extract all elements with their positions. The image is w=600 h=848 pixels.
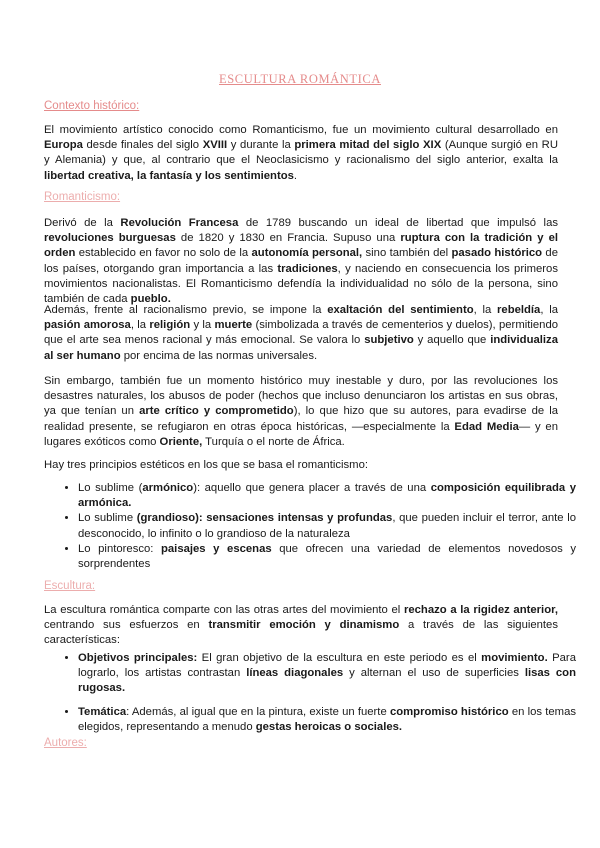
heading-contexto: Contexto histórico:: [44, 100, 140, 112]
text-run: y alternan el uso de superficies: [343, 667, 525, 680]
text-run: , la: [130, 319, 150, 332]
bold-text: Europa: [44, 139, 83, 152]
bold-text: Oriente,: [159, 435, 203, 448]
bold-text: pueblo.: [130, 293, 171, 306]
bold-text: Temática: [78, 705, 127, 718]
paragraph-contexto: [44, 123, 558, 184]
bold-text: rechazo a la rigidez anterior,: [403, 604, 558, 616]
text-run: que ofrecen una variedad de elementos novedosos y sorprendentes: [78, 542, 576, 571]
text-run: Además, frente al racionalismo previo, se impone la: [44, 304, 328, 316]
text-run: (Aunque surgió en RU y Alemania) y que, al contrario que el Neoclasicismo y racionalismo del siglo anterior, exalta la: [44, 139, 559, 167]
bold-text: tradiciones: [277, 262, 338, 275]
document-title: ESCULTURA ROMÁNTICA: [219, 72, 381, 86]
text-run: Turquía o el norte de África.: [202, 435, 345, 448]
bold-text: compromiso histórico: [389, 705, 509, 718]
text-run: y la: [190, 319, 215, 332]
principles-list: [60, 481, 576, 572]
bold-text: muerte: [214, 319, 253, 332]
heading-autores: Autores:: [44, 737, 87, 749]
bold-text: líneas diagonales: [246, 667, 344, 680]
text-run: de 1820 y 1830 en Francia. Supuso una: [175, 232, 401, 245]
bold-text: libertad creativa, la fantasía y los sentimientos: [44, 169, 294, 182]
bold-text: religión: [149, 319, 191, 332]
list-item: [78, 542, 576, 572]
bold-text: Objetivos principales:: [78, 652, 198, 664]
bold-text: Edad Media: [454, 420, 519, 433]
text-run: y aquello que: [413, 334, 491, 347]
text-run: Derivó de la: [44, 217, 121, 229]
text-run: Lo pintoresco:: [78, 542, 161, 555]
text-run: La escultura romántica comparte con las otras artes del movimiento el: [44, 604, 404, 616]
text-run: Sin embargo, también fue un momento histórico muy inestable y duro, por las revoluciones los desastres naturales, los abusos de poder (hechos que incluso denunciaron los artistas en sus obras, ya que tenían un: [44, 375, 558, 418]
bold-text: Revolución Francesa: [120, 217, 239, 229]
list-item: [78, 705, 576, 735]
text-run: , la: [473, 304, 498, 316]
bold-text: autonomía personal,: [251, 247, 363, 260]
bold-text: (grandioso): sensaciones intensas y profundas: [136, 512, 393, 525]
heading-romanticismo: Romanticismo:: [44, 191, 121, 203]
bold-text: subjetivo: [364, 334, 414, 347]
text-run: sino también del: [362, 247, 452, 260]
text-run: Hay tres principios estéticos en los que se basa el romanticismo:: [44, 459, 368, 471]
text-run: El gran objetivo de la escultura en este periodo es el: [197, 652, 482, 664]
text-run: en los temas elegidos, representando a menudo: [78, 705, 577, 733]
characteristics-list: [60, 651, 576, 735]
text-run: ), lo que hizo que su autores, para evadirse de la realidad presente, se refugiaron en otras época históricas, —especialmente la: [44, 405, 559, 433]
paragraph-romanticismo-1: [44, 216, 558, 307]
paragraph-romanticismo-3: [44, 374, 558, 450]
text-run: — y en lugares exóticos como: [44, 420, 558, 448]
text-run: de los países, otorgando gran importancia a las: [44, 247, 558, 275]
bold-text: paisajes y escenas: [161, 542, 272, 555]
list-item: [78, 511, 576, 541]
text-run: por encima de las normas universales.: [120, 349, 318, 362]
bold-text: exaltación del sentimiento: [327, 304, 474, 316]
bold-text: pasión amorosa: [44, 319, 131, 332]
text-run: Lo sublime (: [78, 482, 143, 494]
text-run: a través de las siguientes características:: [44, 619, 558, 647]
text-run: , la: [540, 304, 559, 316]
paragraph-romanticismo-2: [44, 303, 558, 364]
bold-text: ruptura con la tradición y el orden: [44, 232, 558, 260]
bold-text: individualiza al ser humano: [44, 334, 558, 362]
text-run: centrando sus esfuerzos en: [44, 619, 209, 632]
text-run: desde finales del siglo: [82, 139, 203, 152]
bold-text: pasado histórico: [451, 247, 543, 260]
bold-text: lisas con rugosas.: [78, 667, 576, 695]
text-run: , y naciendo en consecuencia los primeros movimientos nacionalistas. El Romanticismo defendía la individualidad no sólo de la persona, sino también de cada: [44, 262, 558, 306]
text-run: , que pueden incluir el terror, ante lo desconocido, lo infinito o lo grandioso de la naturaleza: [78, 512, 576, 540]
text-run: ): aquello que genera placer a través de una: [193, 482, 431, 494]
text-run: (simbolizada a través de cementerios y duelos), permitiendo que el arte sea menos racional y más emocional. Se valora lo: [44, 319, 559, 347]
bold-text: movimiento.: [481, 652, 548, 664]
paragraph-escultura: [44, 603, 558, 649]
text-run: establecido en favor no solo de la: [75, 247, 252, 260]
bold-text: composición equilibrada y armónica.: [78, 482, 576, 510]
bold-text: arte crítico y comprometido: [139, 405, 294, 418]
list-item: [78, 481, 576, 511]
text-run: de 1789 buscando un ideal de libertad que impulsó las: [238, 217, 558, 229]
bold-text: transmitir emoción y dinamismo: [208, 619, 400, 632]
bold-text: primera mitad del siglo XIX: [294, 139, 442, 152]
heading-escultura: Escultura:: [44, 580, 96, 592]
text-run: y durante la: [227, 139, 295, 152]
bold-text: XVIII: [202, 139, 228, 152]
text-run: : Además, al igual que en la pintura, existe un fuerte: [126, 705, 390, 718]
text-run: Lo sublime: [78, 512, 137, 525]
bold-text: revoluciones burguesas: [44, 232, 176, 245]
bold-text: gestas heroicas o sociales.: [255, 720, 403, 733]
text-run: Para lograrlo, los artistas contrastan: [78, 652, 576, 680]
bold-text: armónico: [142, 482, 194, 494]
list-item: [78, 651, 576, 697]
text-run: El movimiento artístico conocido como Romanticismo, fue un movimiento cultural desarrollado en: [44, 124, 558, 136]
bold-text: rebeldía: [497, 304, 541, 316]
text-run: .: [293, 169, 298, 182]
paragraph-romanticismo-4: [44, 458, 558, 473]
